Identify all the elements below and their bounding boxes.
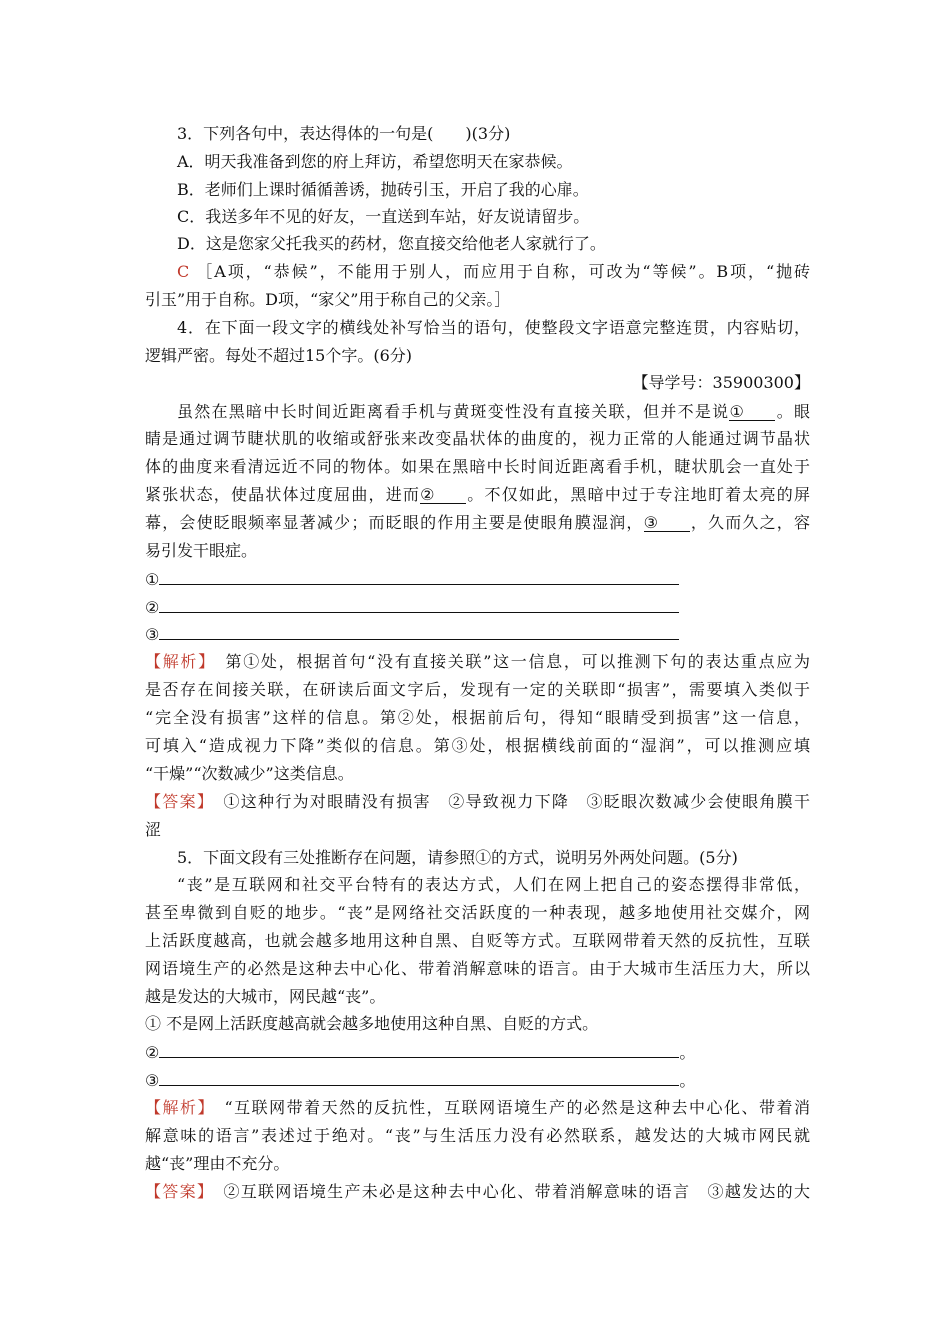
q3-option-a: A．明天我准备到您的府上拜访，希望您明天在家恭候。 — [177, 152, 573, 171]
q4-analysis-line-4: 可填入“造成视力下降”类似的信息。第③处，根据横线前面的“湿润”，可以推测应填 — [145, 736, 810, 755]
q4-passage-line-2: 睛是通过调节睫状肌的收缩或舒张来改变晶状体的曲度的，视力正常的人能通过调节晶状 — [145, 429, 810, 448]
answer-line[interactable] — [159, 569, 679, 585]
answer-line[interactable] — [159, 624, 679, 640]
passage-text: 紧张状态，使晶状体过度屈曲，进而 — [145, 485, 421, 504]
q5-answer-blank-3 — [145, 1070, 810, 1091]
q4-analysis-line-5: “干燥”“次数减少”这类信息。 — [145, 764, 354, 783]
q5-passage-line-1: “丧”是互联网和社交平台特有的表达方式，人们在网上把自己的姿态摆得非常低， — [177, 875, 810, 894]
answer-line[interactable] — [159, 597, 679, 613]
q5-passage-line-2: 甚至卑微到自贬的地步。“丧”是网络社交活跃度的一种表现，越多地使用社交媒介，网 — [145, 903, 810, 922]
q4-passage-line-4 — [145, 485, 810, 505]
passage-text: 虽然在黑暗中长时间近距离看手机与黄斑变性没有直接关联，但并不是说 — [177, 402, 730, 421]
q5-example-answer: ① 不是网上活跃度越高就会越多地使用这种自黑、自贬的方式。 — [145, 1014, 599, 1033]
fill-gap-2: ② — [420, 486, 466, 504]
q5-analysis-line-1 — [145, 1098, 810, 1118]
q5-stem: 5．下面文段有三处推断存在问题，请参照①的方式，说明另外两处问题。(5分) — [177, 848, 738, 867]
q4-analysis-line-1 — [145, 652, 810, 672]
answer-tag: 【答案】 — [145, 792, 207, 811]
passage-text: 。不仅如此，黑暗中过于专注地盯着太亮的屏 — [466, 485, 810, 504]
q4-passage-line-6: 易引发干眼症。 — [145, 541, 258, 560]
q5-analysis-line-2: 解意味的语言”表述过于绝对。“丧”与生活压力没有必然联系，越发达的大城市网民就 — [145, 1126, 810, 1145]
guide-number: 【导学号：35900300】 — [632, 373, 810, 392]
q5-answer-line-1 — [145, 1182, 810, 1202]
passage-text: 。眼 — [775, 402, 810, 421]
answer-text: ②互联网语境生产未必是这种去中心化、带着消解意味的语言 ③越发达的大 — [223, 1182, 810, 1201]
analysis-tag: 【解析】 — [145, 1098, 207, 1117]
period: 。 — [679, 1043, 696, 1062]
q5-passage-line-5: 越是发达的大城市，网民越“丧”。 — [145, 987, 386, 1006]
blank-number: ② — [145, 1043, 160, 1062]
q4-answer-blank-2 — [145, 597, 810, 618]
q5-answer-blank-2 — [145, 1042, 810, 1063]
analysis-tag: 【解析】 — [145, 652, 208, 671]
q3-answer-line-1 — [177, 262, 810, 282]
q4-answer-line-2: 涩 — [145, 820, 162, 839]
answer-tag: 【答案】 — [145, 1182, 207, 1201]
q4-answer-line-1 — [145, 792, 810, 812]
q4-stem-2: 逻辑严密。每处不超过15个字。(6分) — [145, 346, 413, 365]
fill-gap-1: ① — [729, 403, 775, 421]
q4-passage-line-3: 体的曲度来看清远近不同的物体。如果在黑暗中长时间近距离看手机，睫状肌会一直处于 — [145, 457, 810, 476]
analysis-text: “互联网带着天然的反抗性，互联网语境生产的必然是这种去中心化、带着消 — [224, 1098, 810, 1117]
q4-analysis-line-2: 是否存在间接关联，在研读后面文字后，发现有一定的关联即“损害”，需要填入类似于 — [145, 680, 810, 699]
passage-text: 幕，会使眨眼频率显著减少；而眨眼的作用主要是使眼角膜湿润， — [145, 513, 644, 532]
q3-option-c: C．我送多年不见的好友，一直送到车站，好友说请留步。 — [177, 207, 590, 226]
q3-explain-2: 引玉”用于自称。D项，“家父”用于称自己的父亲。］ — [145, 290, 511, 309]
q5-analysis-line-3: 越“丧”理由不充分。 — [145, 1154, 290, 1173]
q4-passage-line-5 — [145, 513, 810, 533]
blank-number: ① — [145, 570, 160, 589]
q4-answer-blank-1 — [145, 569, 810, 590]
blank-number: ② — [145, 598, 160, 617]
passage-text: ，久而久之，容 — [689, 513, 810, 532]
analysis-text: 第①处，根据首句“没有直接关联”这一信息，可以推测下句的表达重点应为 — [225, 652, 810, 671]
q3-stem: 3．下列各句中，表达得体的一句是( )(3分) — [177, 124, 511, 143]
q5-passage-line-3: 上活跃度越高，也就会越多地用这种自黑、自贬等方式。互联网带着天然的反抗性，互联 — [145, 931, 810, 950]
answer-line[interactable] — [159, 1042, 679, 1058]
answer-line[interactable] — [159, 1070, 679, 1086]
q4-analysis-line-3: “完全没有损害”这样的信息。第②处，根据前后句，得知“眼睛受到损害”这一信息， — [145, 708, 810, 727]
q5-passage-line-4: 网语境生产的必然是这种去中心化、带着消解意味的语言。由于大城市生活压力大，所以 — [145, 959, 810, 978]
q4-stem-1: 4．在下面一段文字的横线处补写恰当的语句，使整段文字语意完整连贯，内容贴切， — [177, 318, 810, 337]
q3-explain-1: ［A项，“恭候”，不能用于别人，而应用于自称，可改为“等候”。B项，“抛砖 — [196, 262, 810, 281]
fill-gap-3: ③ — [644, 514, 690, 532]
blank-number: ③ — [145, 1071, 160, 1090]
q3-answer-letter: C — [177, 262, 190, 281]
q4-answer-blank-3 — [145, 624, 810, 645]
q4-passage-line-1 — [177, 402, 810, 422]
blank-number: ③ — [145, 625, 160, 644]
period: 。 — [679, 1071, 696, 1090]
q3-option-d: D．这是您家父托我买的药材，您直接交给他老人家就行了。 — [177, 234, 606, 253]
answer-text: ①这种行为对眼睛没有损害 ②导致视力下降 ③眨眼次数减少会使眼角膜干 — [223, 792, 810, 811]
q3-option-b: B．老师们上课时循循善诱，抛砖引玉，开启了我的心扉。 — [177, 180, 589, 199]
